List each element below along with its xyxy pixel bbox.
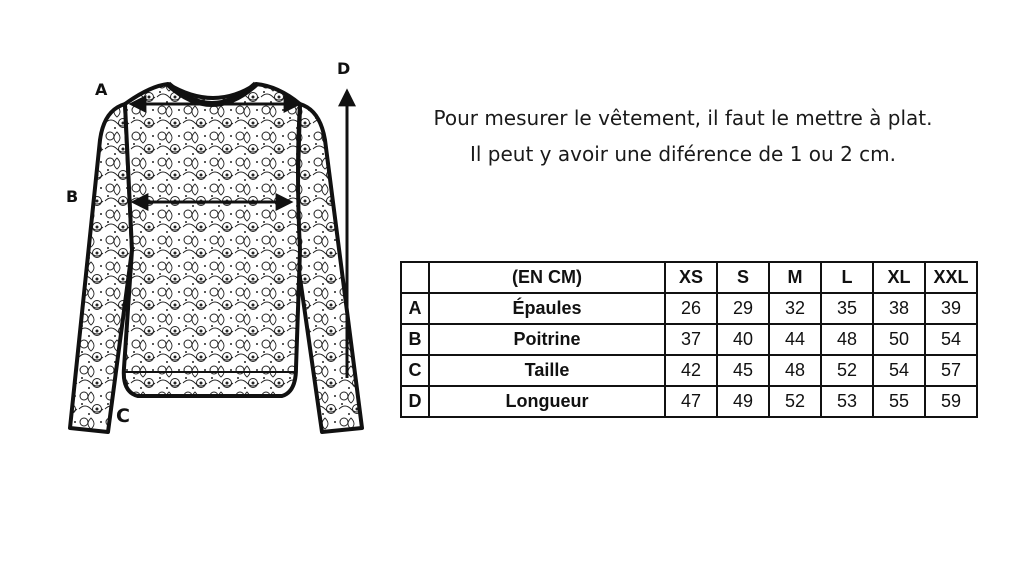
table-row	[401, 293, 977, 324]
row-code: C	[401, 355, 429, 386]
row-measure: Épaules	[429, 293, 665, 324]
left-sleeve	[70, 104, 132, 432]
label-b: B	[66, 187, 79, 206]
size-header: M	[769, 262, 821, 293]
sweater-diagram	[0, 0, 400, 576]
garment-illustration	[0, 0, 400, 576]
row-measure: Poitrine	[429, 324, 665, 355]
size-header: XXL	[925, 262, 977, 293]
table-cell: 52	[769, 386, 821, 417]
table-row	[401, 324, 977, 355]
table-cell: 37	[665, 324, 717, 355]
table-cell: 39	[925, 293, 977, 324]
size-header: XS	[665, 262, 717, 293]
size-chart-table	[400, 261, 978, 418]
table-cell: 55	[873, 386, 925, 417]
label-d: D	[337, 59, 351, 78]
right-sleeve	[296, 104, 362, 432]
table-cell: 26	[665, 293, 717, 324]
row-measure: Longueur	[429, 386, 665, 417]
row-code: B	[401, 324, 429, 355]
table-cell: 45	[717, 355, 769, 386]
corner-cell	[401, 262, 429, 293]
size-header: S	[717, 262, 769, 293]
table-cell: 44	[769, 324, 821, 355]
size-header: L	[821, 262, 873, 293]
note-line-1: Pour mesurer le vêtement, il faut le mettre à plat.	[433, 106, 933, 130]
row-measure: Taille	[429, 355, 665, 386]
unit-header: (EN CM)	[429, 262, 665, 293]
table-row	[401, 386, 977, 417]
table-cell: 38	[873, 293, 925, 324]
table-cell: 35	[821, 293, 873, 324]
note-line-2: Il peut y avoir une diférence de 1 ou 2 cm.	[469, 142, 896, 166]
table-cell: 40	[717, 324, 769, 355]
table-cell: 50	[873, 324, 925, 355]
label-a: A	[95, 80, 108, 99]
table-cell: 53	[821, 386, 873, 417]
table-cell: 29	[717, 293, 769, 324]
table-row	[401, 355, 977, 386]
label-c: C	[116, 405, 130, 427]
table-cell: 57	[925, 355, 977, 386]
table-cell: 49	[717, 386, 769, 417]
table-cell: 59	[925, 386, 977, 417]
table-cell: 48	[821, 324, 873, 355]
table-cell: 54	[873, 355, 925, 386]
row-code: A	[401, 293, 429, 324]
table-cell: 52	[821, 355, 873, 386]
measurement-note	[400, 100, 966, 172]
table-cell: 32	[769, 293, 821, 324]
table-cell: 47	[665, 386, 717, 417]
size-header: XL	[873, 262, 925, 293]
sweater-body	[124, 84, 300, 396]
table-header-row	[401, 262, 977, 293]
row-code: D	[401, 386, 429, 417]
table-cell: 54	[925, 324, 977, 355]
table-cell: 48	[769, 355, 821, 386]
table-cell: 42	[665, 355, 717, 386]
